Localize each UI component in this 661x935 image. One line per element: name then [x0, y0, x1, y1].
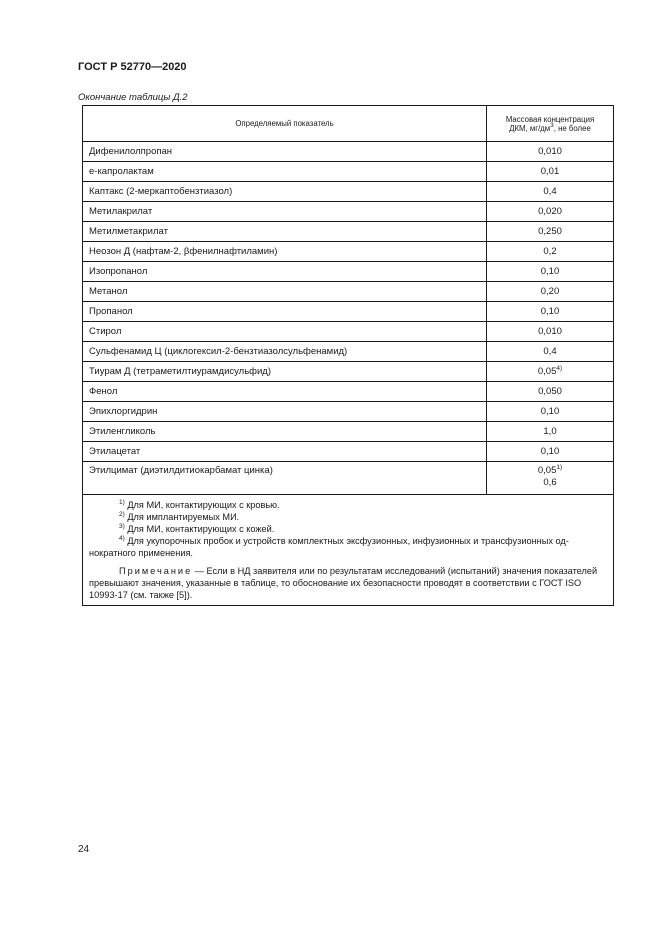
table-row — [83, 402, 614, 422]
footnote-text: Для МИ, контактирующих с кожей. — [124, 524, 275, 534]
table-row — [83, 302, 614, 322]
table-row — [83, 442, 614, 462]
row-name: Стирол — [83, 322, 487, 342]
footnote-text: Для укупорочных пробок и устройств комплектных эксфузионных, инфузионных и трансфузионных од- — [124, 536, 569, 546]
row-value: 0,10 — [487, 302, 614, 322]
footnote — [89, 523, 607, 535]
footnote — [89, 499, 607, 511]
row-value: 0,050 — [487, 382, 614, 402]
header-conc-line1: Массовая концентрация — [505, 114, 595, 124]
footnote-mark: 3) — [119, 523, 125, 530]
footnote-text: Для МИ, контактирующих с кровью. — [124, 500, 280, 510]
table-caption: Окончание таблицы Д.2 — [78, 92, 188, 103]
row-name: Тиурам Д (тетраметилтиурамдисульфид) — [83, 362, 487, 382]
page-number: 24 — [78, 844, 90, 855]
footnote — [89, 511, 607, 523]
header-conc-line2b: , не более — [553, 123, 591, 133]
row-name: Фенол — [83, 382, 487, 402]
row-value: 0,05 — [537, 465, 557, 476]
header-conc-sup: 3 — [550, 121, 554, 129]
document-id: ГОСТ Р 52770—2020 — [78, 61, 187, 73]
note-text: — Если в НД заявителя или по результатам исследований (испытаний) значения показателей превышают значения, указанные в таблице, то обоснование их безопасности проводят в соответствии с ГОСТ ISO 10993-17 (см. также [5]). — [89, 566, 598, 600]
row-value: 0,10 — [487, 402, 614, 422]
row-name: Дифенилолпропан — [83, 142, 487, 162]
table-row — [83, 222, 614, 242]
row-value: 0,10 — [487, 262, 614, 282]
row-name: Метилметакрилат — [83, 222, 487, 242]
table-header-row — [83, 106, 614, 142]
footnote-text: Для имплантируемых МИ. — [124, 512, 240, 522]
row-value-footnote-mark: 4) — [556, 365, 563, 372]
table-row — [83, 242, 614, 262]
row-value: 0,010 — [487, 142, 614, 162]
table-row — [83, 162, 614, 182]
footnote-continuation: нократного применения. — [89, 548, 193, 558]
table-row — [83, 262, 614, 282]
row-value-cell — [487, 362, 614, 382]
table-row — [83, 142, 614, 162]
table-row — [83, 422, 614, 442]
row-name: Метилакрилат — [83, 202, 487, 222]
row-value: 0,010 — [487, 322, 614, 342]
row-name: Этилацетат — [83, 442, 487, 462]
row-value: 0,01 — [487, 162, 614, 182]
footnote-mark: 4) — [119, 535, 125, 542]
row-value: 0,10 — [487, 442, 614, 462]
row-value: 0,250 — [487, 222, 614, 242]
header-concentration — [487, 106, 614, 142]
row-value-footnote-mark: 1) — [556, 464, 563, 471]
row-value: 0,020 — [487, 202, 614, 222]
row-name: Неозон Д (нафтам-2, βфенилнафтиламин) — [83, 242, 487, 262]
row-name: Изопропанол — [83, 262, 487, 282]
table-row — [83, 342, 614, 362]
row-value: 0,20 — [487, 282, 614, 302]
row-name: е-капролактам — [83, 162, 487, 182]
row-value: 1,0 — [487, 422, 614, 442]
concentration-table — [82, 105, 614, 606]
row-name: Этилцимат (диэтилдитиокарбамат цинка) — [83, 462, 487, 495]
table-row — [83, 362, 614, 382]
row-name: Сульфенамид Ц (циклогексил-2-бензтиазолсульфенамид) — [83, 342, 487, 362]
table-row — [83, 202, 614, 222]
table-row — [83, 182, 614, 202]
notes-row — [83, 495, 614, 606]
note-label: Примечание — [119, 566, 193, 576]
table-row — [83, 382, 614, 402]
header-indicator: Определяемый показатель — [83, 106, 487, 142]
table-row — [83, 282, 614, 302]
row-name: Каптакс (2-меркаптобензтиазол) — [83, 182, 487, 202]
footnote-mark: 1) — [119, 499, 125, 506]
row-name: Эпихлоргидрин — [83, 402, 487, 422]
row-value-cell — [487, 462, 614, 495]
table-row — [83, 322, 614, 342]
row-name: Этиленгликоль — [83, 422, 487, 442]
row-name: Пропанол — [83, 302, 487, 322]
table-row — [83, 462, 614, 495]
row-value: 0,4 — [487, 182, 614, 202]
notes-cell — [83, 495, 614, 606]
row-value-secondary: 0,6 — [543, 477, 557, 488]
footnote-mark: 2) — [119, 511, 125, 518]
row-name: Метанол — [83, 282, 487, 302]
table-note — [89, 565, 607, 601]
row-value: 0,4 — [487, 342, 614, 362]
row-value: 0,2 — [487, 242, 614, 262]
row-value: 0,05 — [537, 366, 557, 377]
footnote — [89, 535, 607, 547]
header-conc-line2a: ДКМ, мг/дм — [509, 123, 551, 133]
